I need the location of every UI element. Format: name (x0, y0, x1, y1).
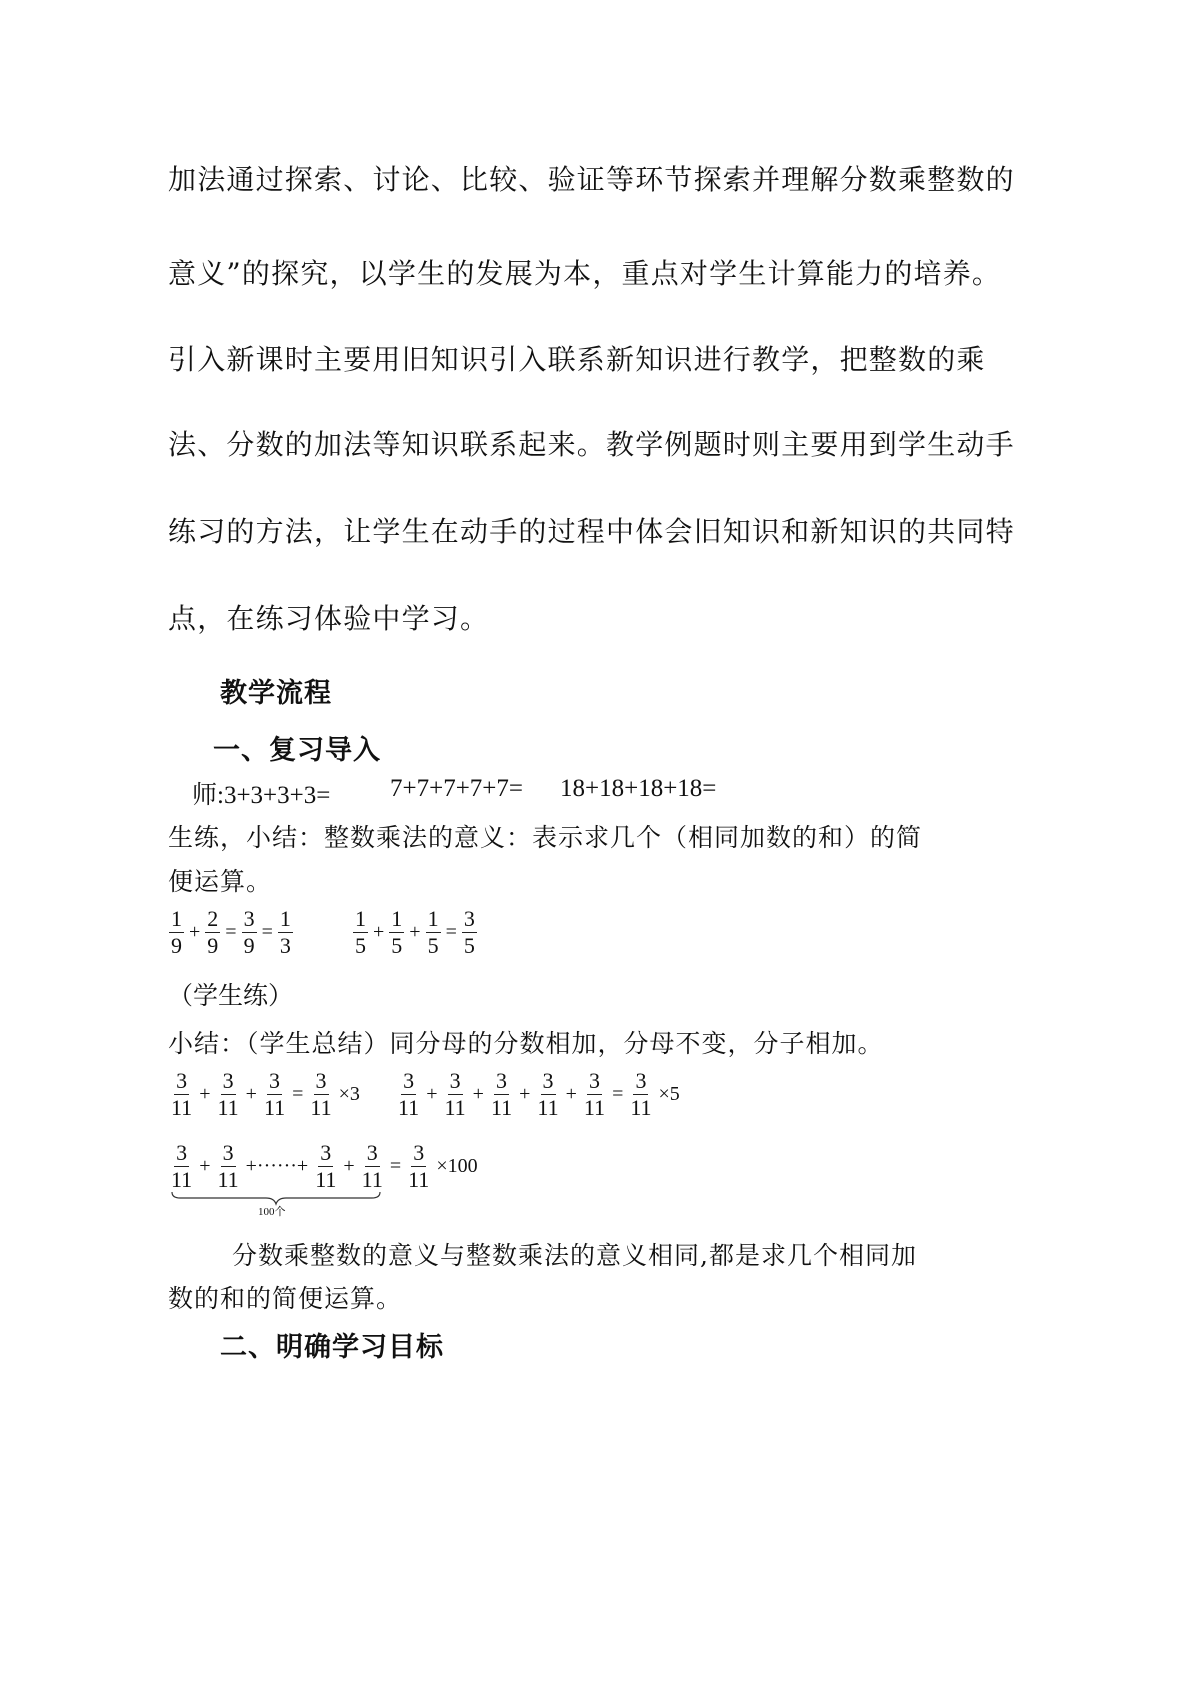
teacher-prefix: 师: (192, 782, 224, 809)
fraction: $\frac{2}{9}$ (207, 906, 219, 958)
teacher-item-1: 3+3+3+3= (223, 782, 331, 809)
fraction: $\frac{1}{3}$ (279, 906, 291, 958)
fraction: $\frac{3}{9}$ (243, 906, 255, 958)
section-2-title: 二、明确学习目标 (220, 1332, 444, 1363)
paragraph-line-5: 练习的方法，让学生在动手的过程中体会旧知识和新知识的共同特 (168, 515, 1015, 548)
summary-line-1: 生练，小结：整数乘法的意义：表示求几个（相同加数的和）的简 (168, 823, 923, 852)
conclusion-line-2: 数的和的简便运算。 (168, 1284, 403, 1313)
fraction-equation-5: $\frac{3}{11}$ + $\frac{3}{11}$ +······+ $\frac{3}{11}$ + $\frac{3}{11}$ = $\frac{3}{11}$ ×100 (171, 1140, 478, 1192)
paragraph-line-3: 引入新课时主要用旧知识引入联系新知识进行教学，把整数的乘 (168, 343, 986, 376)
fraction-equation-4: $\frac{3}{11}$ + $\frac{3}{11}$ + $\frac{3}{11}$ + $\frac{3}{11}$ + $\frac{3}{11}$ = $\frac{3}{11}$ ×5 (398, 1068, 680, 1120)
brace-label: 100个 (258, 1206, 286, 1218)
paragraph-line-1: 加法通过探索、讨论、比较、验证等环节探索并理解分数乘整数的 (168, 163, 1015, 196)
paragraph-line-2: 意义”的探究，以学生的发展为本，重点对学生计算能力的培养。 (168, 257, 1002, 290)
summary-2: 小结：（学生总结）同分母的分数相加，分母不变，分子相加。 (168, 1029, 884, 1058)
teacher-item-3: 18+18+18+18= (560, 775, 717, 802)
paragraph-line-6: 点，在练习体验中学习。 (168, 602, 490, 635)
conclusion-line-1: 分数乘整数的意义与整数乘法的意义相同,都是求几个相同加 (232, 1241, 917, 1270)
paragraph-line-4: 法、分数的加法等知识联系起来。教学例题时则主要用到学生动手 (168, 428, 1015, 461)
teacher-item-2: 7+7+7+7+7= (390, 775, 523, 802)
fraction: $\frac{1}{9}$ (171, 906, 182, 958)
teacher-line (192, 775, 330, 811)
section-1-title: 一、复习导入 (213, 735, 381, 766)
fraction-equation-1: $\frac{1}{9}$ + $\frac{2}{9}$ = $\frac{3}{9}$ = $\frac{1}{3}$ (171, 906, 291, 958)
fraction-equation-2: $\frac{1}{5}$ + $\frac{1}{5}$ + $\frac{1}{5}$ = $\frac{3}{5}$ (355, 906, 475, 958)
student-practice: （学生练） (168, 981, 294, 1010)
summary-line-2: 便运算。 (168, 867, 273, 896)
fraction-equation-3: $\frac{3}{11}$ + $\frac{3}{11}$ + $\frac{3}{11}$ = $\frac{3}{11}$ ×3 (171, 1068, 360, 1120)
heading-teaching-flow: 教学流程 (220, 678, 332, 709)
